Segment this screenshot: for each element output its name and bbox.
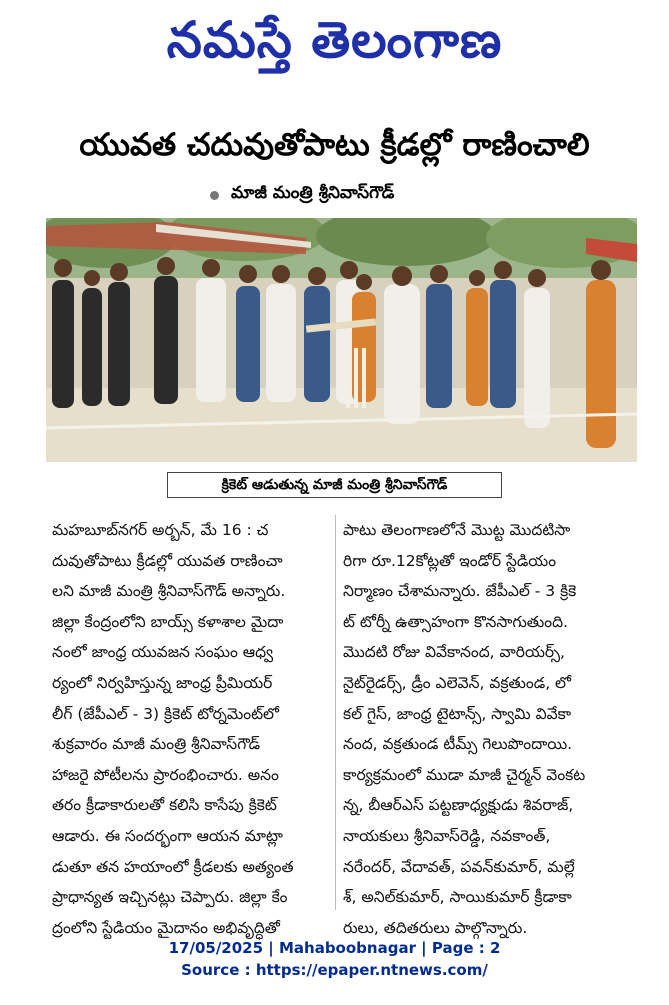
article-line: మహబూబ్‌నగర్ అర్బన్, మే 16 : చ	[52, 521, 269, 539]
article-line: జిల్లా కేంద్రంలోని బాయ్స్ కళాశాల మైదా	[52, 612, 284, 631]
article-line: నరేందర్, వేదావత్, పవన్‌కుమార్, మల్లే	[343, 857, 575, 876]
article-line: కార్యక్రమంలో ముడా మాజీ చైర్మన్ వెంకట	[343, 765, 586, 784]
byline-text: మాజీ మంత్రి శ్రీనివాస్‌గౌడ్	[231, 183, 395, 203]
bullet-icon	[210, 191, 219, 200]
photo-caption: క్రికెట్ ఆడుతున్న మాజీ మంత్రి శ్రీనివాస్‌గౌడ్	[167, 472, 502, 498]
article-line: నంద, వక్రతుండ టీమ్స్ గెలుపొందాయి.	[343, 735, 573, 754]
footer-source-link[interactable]: Source : https://epaper.ntnews.com/	[181, 961, 488, 979]
article-line: రిగా రూ.12కోట్లతో ఇండోర్ స్టేడియం	[343, 551, 557, 570]
article-line: ప్రాధాన్యత ఇచ్చినట్లు చెప్పారు. జిల్లా కేం	[52, 888, 288, 907]
article-line: హాజరై పోటీలను ప్రారంభించారు. అనం	[52, 765, 279, 784]
article-line: లని మాజీ మంత్రి శ్రీనివాస్‌గౌడ్ అన్నారు.	[52, 582, 286, 601]
article-line: నిర్మాణం చేశామన్నారు. జేపీఎల్ - 3 క్రికె	[343, 582, 577, 601]
article-line: కల్ గైస్, జాంధ్ర టైటాన్స్, స్వామి వివేకా	[343, 704, 572, 723]
article-line: తరం క్రీడాకారులతో కలిసి కాసేపు క్రికెట్	[52, 796, 277, 815]
article-line: నైట్‌రైడర్స్, డ్రీం ఎలెవెన్, వక్రతుండ, లో	[343, 673, 571, 692]
column-divider	[335, 515, 336, 910]
article-line: ఆడారు. ఈ సందర్భంగా ఆయన మాట్లా	[52, 826, 283, 845]
article-line: నంలో జాంధ్ర యువజన సంఘం ఆధ్వ	[52, 643, 274, 662]
article-line: ద్రంలోని స్టేడియం మైదానం అభివృద్ధితో	[52, 918, 280, 937]
article-headline: యువత చదువుతోపాటు క్రీడల్లో రాణించాలి	[79, 127, 590, 163]
article-line: లీగ్ (జేపీఎల్ - 3) క్రికెట్ టోర్నమెంట్‌లో	[52, 704, 279, 723]
article-line: ట్ టోర్నీ ఉత్సాహంగా కొనసాగుతుంది.	[343, 612, 568, 631]
article-line: రులు, తదితరులు పాల్గొన్నారు.	[343, 918, 528, 937]
footer-edition-info: 17/05/2025 | Mahaboobnagar | Page : 2	[168, 939, 501, 957]
article-column-right	[343, 515, 633, 943]
article-byline	[210, 180, 394, 210]
article-line: ర్యంలో నిర్వహిస్తున్న జాంధ్ర ప్రీమియర్	[52, 673, 273, 692]
article-line: మొదటి రోజు వివేకానంద, వారియర్స్,	[343, 643, 565, 662]
article-line: శ్, అనిల్‌కుమార్, సాయికుమార్ క్రీడాకా	[343, 888, 572, 907]
article-line: పాటు తెలంగాణలోనే మొట్ట మొదటిసా	[343, 521, 571, 539]
page-footer	[0, 937, 669, 981]
article-line: న్న, బీఆర్‌ఎస్ పట్టణాధ్యక్షుడు శివరాజ్,	[343, 796, 574, 815]
article-line: దువుతోపాటు క్రీడల్లో యువత రాణించా	[52, 551, 283, 570]
article-photo	[46, 218, 637, 462]
newspaper-masthead: నమస్తే తెలంగాణ	[166, 11, 503, 69]
article-line: డుతూ తన హయాంలో క్రీడలకు అత్యంత	[52, 857, 294, 876]
article-line: శుక్రవారం మాజీ మంత్రి శ్రీనివాస్‌గౌడ్	[52, 735, 261, 754]
article-line: నాయకులు శ్రీనివాస్‌రెడ్డి, నవకాంత్,	[343, 826, 551, 845]
article-column-left	[52, 515, 342, 943]
